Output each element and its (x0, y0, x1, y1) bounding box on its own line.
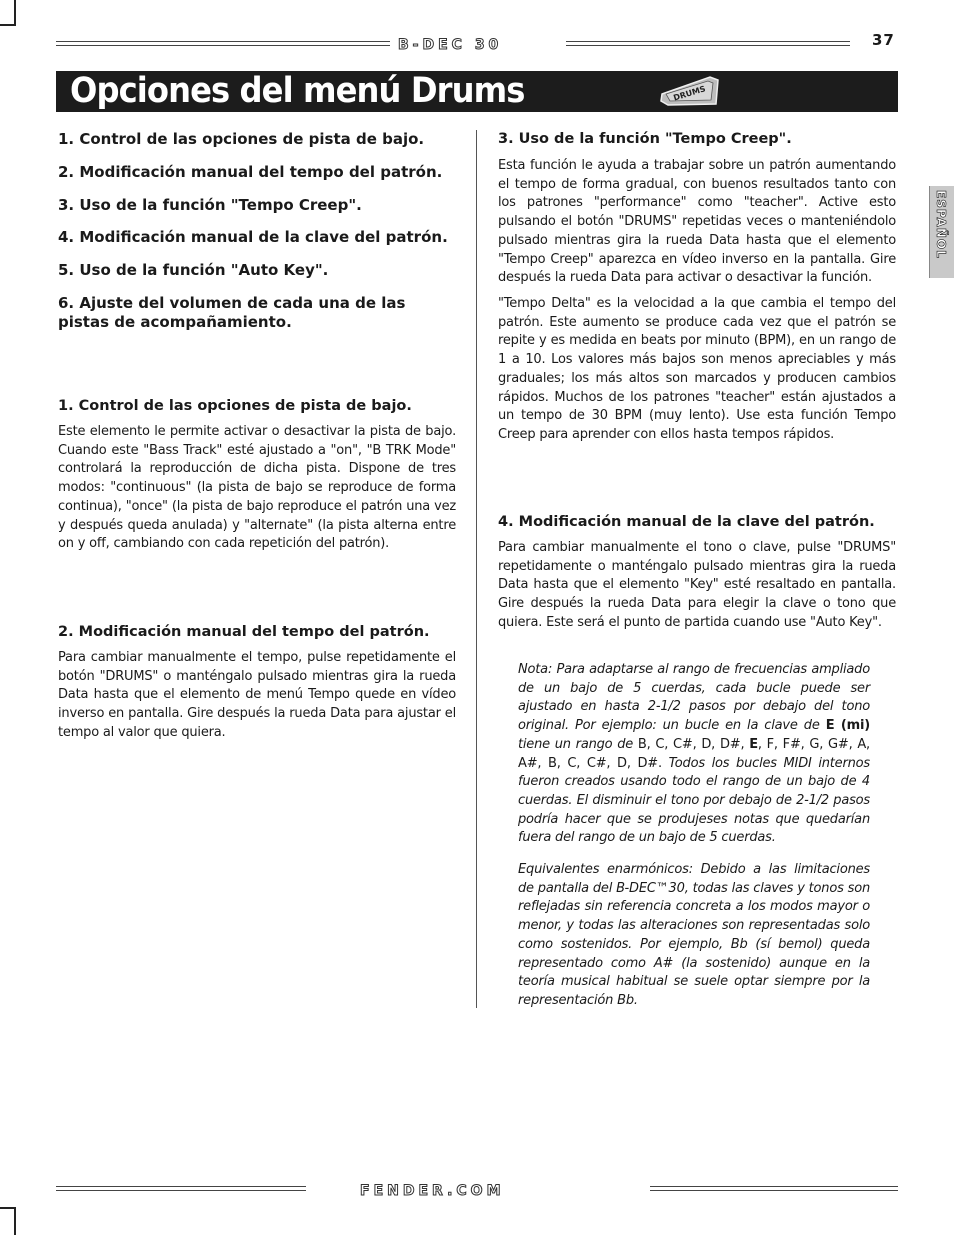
note1-part2: tiene un rango de (518, 736, 634, 752)
footer-rule-right (650, 1186, 898, 1191)
column-divider (476, 130, 477, 1008)
toc-item-1: 1. Control de las opciones de pista de bajo. (58, 130, 425, 148)
crop-mark-bottom-left-v (14, 1207, 16, 1235)
footer-rule-left (56, 1186, 306, 1191)
title-bar (56, 71, 898, 112)
section3-heading: 3. Uso de la función "Tempo Creep". (498, 131, 792, 147)
page-title: Opciones del menú Drums (70, 71, 525, 111)
crop-mark-top-left-h (0, 24, 16, 26)
section3-body-2: "Tempo Delta" es la velocidad a la que cambia el tempo del patrón. Este aumento se produce cada vez que el patrón se repite y es medida en beats por minuto (BPM), en un rango de 1 a 10. Los valores más bajos son menos apreciables y más graduales; los más altos son marcados y producen cambios rápidos. Muchos de los patrones "teacher" están ajustados a un tempo de 30 BPM (muy lento). Use esta función Tempo Creep para aprender con ellos hasta tempos rápidos. (498, 296, 896, 442)
toc-item-6: 6. Ajuste del volumen de cada una de las pistas de acompañamiento. (58, 294, 406, 331)
section3-body-1: Esta función le ayuda a trabajar sobre un patrón aumentando el tempo de forma gradual, con buenos resultados tanto con los patrones "performance" como "teacher". Active esto pulsando el botón "DRUMS" repetidas veces o manteniéndolo pulsado mientras gira la rueda Data hasta que el elemento "Tempo Creep" aparezca en vídeo inverso en la pantalla. Gire después la rueda Data para activar o desactivar la función. (498, 158, 896, 286)
note1-bold2: E (749, 736, 758, 752)
header-rule-right (566, 41, 850, 46)
section2-body: Para cambiar manualmente el tempo, pulse repetidamente el botón "DRUMS" o manténgalo pulsado mientras gira la rueda Data hasta que el elemento de menú Tempo quede en vídeo inverso en pantalla. Gire después la rueda Data para ajustar el tempo al valor que quiera. (58, 650, 456, 740)
section2-heading: 2. Modificación manual del tempo del patrón. (58, 624, 430, 640)
section1-heading: 1. Control de las opciones de pista de bajo. (58, 398, 412, 414)
toc-item-4: 4. Modificación manual de la clave del patrón. (58, 228, 448, 246)
section4-heading: 4. Modificación manual de la clave del patrón. (498, 514, 875, 530)
note1-bold1: E (mi) (825, 718, 870, 734)
header-brand: B-DEC 30 (398, 37, 503, 53)
drums-badge-label: DRUMS (672, 84, 707, 103)
section1-body: Este elemento le permite activar o desactivar la pista de bajo. Cuando este "Bass Track" esté ajustado a "on", "B TRK Mode" controlará la reproducción de dicha pista. Dispone de tres modos: "continuous" (la pista de bajo se reproduce de forma continua), "once" (la pista de bajo reproduce el patrón una vez y después queda anulada) y "alternate" (la pista alterna entre on y off, cambiando con cada repetición del patrón). (58, 424, 456, 552)
toc-item-3: 3. Uso de la función "Tempo Creep". (58, 196, 362, 214)
note-enharmonic: Equivalentes enarmónicos: Debido a las limitaciones de pantalla del B-DEC™30, todas las claves y tonos son reflejadas sin referencia concreta a los modos mayor o menor, y todas las alteraciones son representadas solo como sostenidos. Por ejemplo, Bb (sí bemol) queda representado como A# (la sostenido) aunque en la teoría musical habitual se suele optar siempre por la representación Bb. (518, 862, 870, 1008)
language-tab (929, 186, 954, 278)
section4-body: Para cambiar manualmente el tono o clave, pulse "DRUMS" repetidamente o manténgalo pulsado mientras gira la rueda Data hasta que el elemento "Key" esté resaltado en pantalla. Gire después la rueda Data para elegir la clave o tono que quiera. Este será el punto de partida cuando use "Auto Key". (498, 540, 896, 630)
language-tab-label: ESPAÑOL (934, 190, 948, 259)
drums-button-icon (658, 74, 720, 108)
note1-upright2: , F, F#, G, G#, A, A#, B, C, C#, D, D#. (518, 736, 870, 771)
crop-mark-bottom-left-h (0, 1207, 16, 1209)
header-rule-left (56, 41, 390, 46)
footer-brand: FENDER.COM (360, 1183, 505, 1199)
toc-item-5: 5. Uso de la función "Auto Key". (58, 261, 329, 279)
note1-part3: Todos los bucles MIDI internos fueron creados usando todo el rango de un bajo de 4 cuerdas. El disminuir el tono por debajo de 2-1/2 pasos podría hacer que se produjeses notas que quedarían fuera del rango de un bajo de 5 cuerdas. (518, 755, 870, 846)
note-bass-range (518, 661, 870, 848)
crop-mark-top-left-v (14, 0, 16, 26)
note1-upright1: B, C, C#, D, D#, (633, 736, 750, 752)
page-number: 37 (872, 31, 895, 49)
note1-part1: Nota: Para adaptarse al rango de frecuencias ampliado de un bajo de 5 cuerdas, cada bucle puede ser ajustado en hasta 2-1/2 pasos por debajo del tono original. Por ejemplo: un bucle en la clave de (518, 662, 870, 734)
toc-item-2: 2. Modificación manual del tempo del patrón. (58, 163, 443, 181)
